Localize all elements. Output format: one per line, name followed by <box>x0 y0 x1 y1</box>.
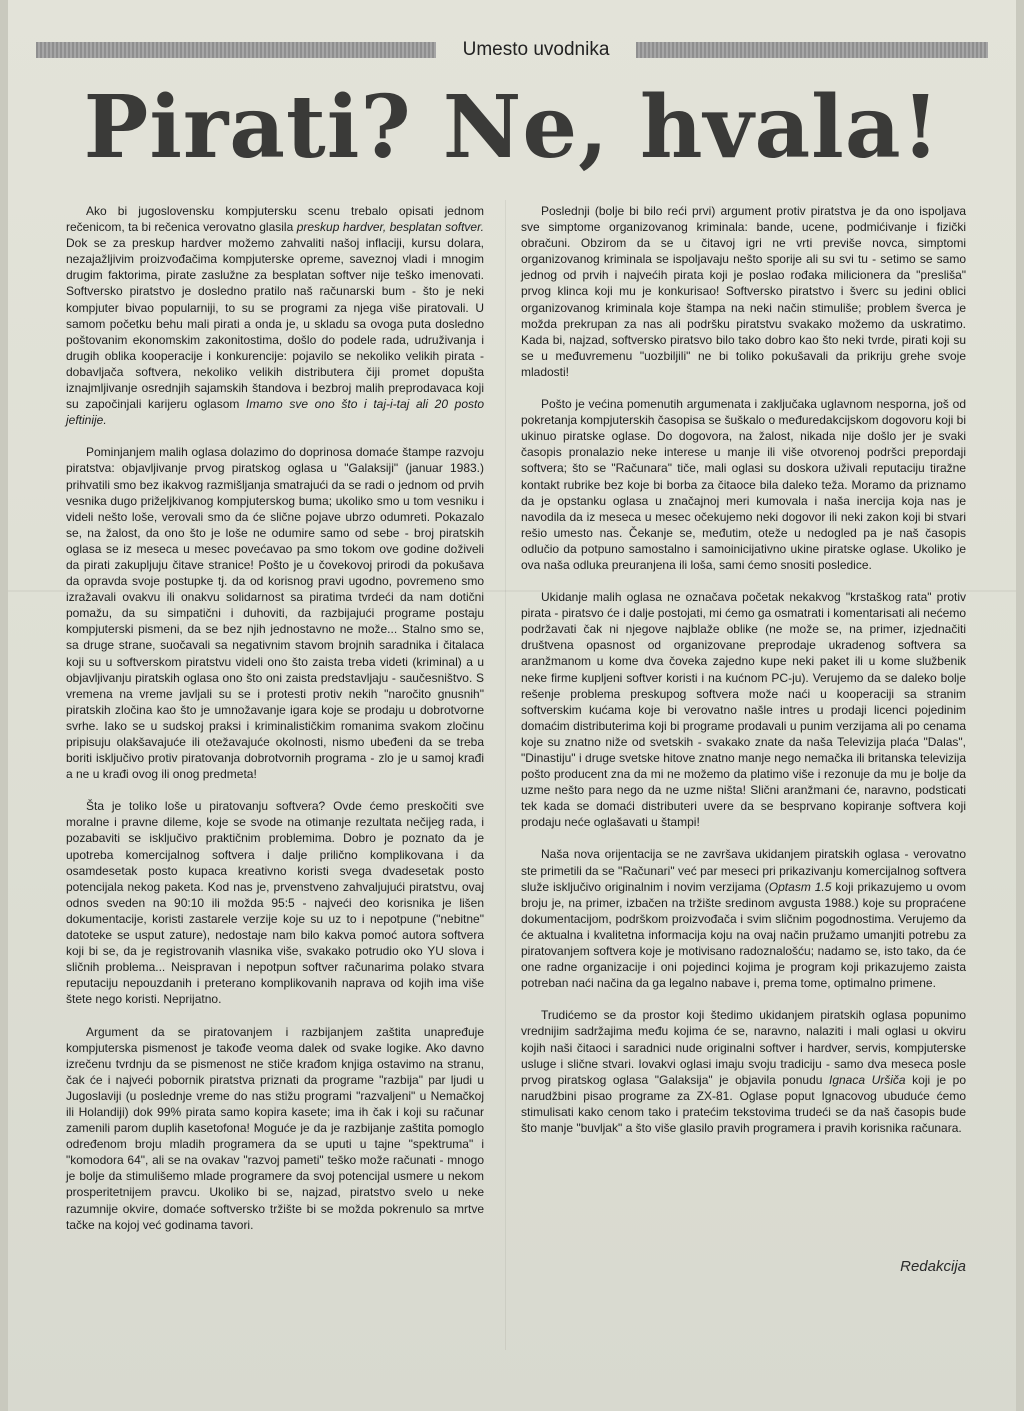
paragraph <box>521 589 966 830</box>
paragraph <box>521 396 966 573</box>
paragraph <box>66 1024 484 1233</box>
page-edge-right <box>1016 0 1024 1411</box>
section-label: Umesto uvodnika <box>462 39 610 60</box>
paragraph <box>66 798 484 1007</box>
text-run: Poslednji (bolje bi bilo reći prvi) argument protiv piratstva je da ono ispoljava sve simptome organizovanog kriminala: bande, ucene, podmićivanje i fizički obračuni. Obzirom da se u čitavoj igri ne vrti previše novca, simptomi organizovanog kriminala se ispoljavaju nešto sporije ali su svi tu - setimo se samo jednog od prvih i najvećih pirata koji je poslao rođaka milicionera da "presliša" prvog klinca koji mu je konkurisao! Softversko piratstvo i šverc su jedini oblici organizovanog kriminala koje štampa na neki način stimuliše; problem šverca je možda prekrupan za nas ali podršku piratstvu svakako možemo da uskratimo. Kada bi, najzad, softversko piratsvo bilo tako dobro kao što neki tvrde, pirati koji su se u međuvremenu "uozbiljili" ne bi toliko pokušavali da prikriju grehe svoje mladosti! <box>521 204 966 379</box>
text-run: koji prikazujemo u ovom broju je, na primer, izbačen na tržište sredinom avgusta 1988.) koje su propraćene dokumentacijom, podrškom proizvođača i svim sličnim pogodnostima. Verujemo da će aktualna i kvalitetna informacija koju na ovaj način pružamo umanjiti potrebu za piratovanjem softvera koje je motivisano radoznalošću; nadamo se, isto tako, da će one radne organizacije i oni pojedinci kojima je program koji prikazujemo zaista potreban naći načina da ga legalno nabave i, prema tome, optimalno primene. <box>521 879 966 991</box>
text-run: Pominjanjem malih oglasa dolazimo do doprinosa domaće štampe razvoju piratstva: objavljivanje prvog piratskog oglasa u "Galaksiji" (januar 1983.) prihvatili smo bez ikakvog razmišljanja smatrajući da se radi o jednom od prvih vesnika dugo priželjkivanog kompjuterskog buma; ukoliko smo u tom vesniku i videli nešto loše, verovali smo da će slične pojave ubrzo odumreti. Pokazalo se, na žalost, da ono što je loše ne odumire samo od sebe - broj piratskih oglasa se iz meseca u mesec povećavao pa smo tokom ove godine doživeli da pirati zakupljuju čitave stranice! Pošto je u čovekovoj prirodi da pokušava da opravda svoje postupke tj. da od korisnog pravi ugodno, povremeno smo izražavali ovakvu ili onakvu solidarnost sa piratima tvrdeći da nam dotični pomažu, da su simpatični i duhoviti, da razbijajući programe postaju kompjuterski pismeni, da se bez njih jednostavno ne može... Stalno smo se, sa druge strane, suočavali sa negativnim stavom brojnih saradnika i čitalaca koji su u softverskom piratstvu videli ono što zaista treba videti (kriminal) a u objavljivanju piratskih oglasa ono što oni zaista predstavljaju - saučesništvo. S vremena na vreme javljali su se i protesti protiv nekih "naročito gnusnih" piratskih zločina kao što je umnožavanje igara koje se prodaju u dobrotvorne svrhe. Iako se u sudskoj praksi i kriminalističkim romanima svakom zločinu pripisuju olakšavajuće ili otežavajuće okolnosti, nismo ubeđeni da se treba boriti isključivo protiv piratovanja dobrotvornih programa - zlo je u samoj krađi a ne u krađi ovog ili onog predmeta! <box>66 445 484 782</box>
italic-text: Ignaca Uršiča <box>829 1072 906 1087</box>
paragraph <box>521 203 966 380</box>
left-column <box>66 203 484 1249</box>
text-run: Argument da se piratovanjem i razbijanjem zaštita unapređuje kompjuterska pismenost je takođe veoma dalek od svake logike. Ako davno izrečenu tvrdnju da se pismenost ne stiče krađom knjiga ostavimo na stranu, čak će i najveći pobornik piratstva priznati da programe "razbija" par ljudi u Jugoslaviji (u poslednje vreme do nas stižu programi "razvaljeni" u Nemačkoj ili Holandiji) dok 99% pirata samo kopira kasete; ima ih čak i koji su računar zamenili parom duplih kasetofona! Moguće je da je razbijanje zaštita pomoglo određenom broju mladih programera da se uputi u tajne "spektruma" i "komodora 64", ali se na ovakav "razvoj pameti" teško može računati - mnogo je bolje da stimulišemo mlade programere da svoj potencijal usmere u nekom prosperitetnijem pravcu. Ukoliko bi se, najzad, piratstvo svelo u neke razumnije okvire, domaće softversko tržište bi se možda pokrenulo sa mrtve tačke na kojoj već godinama tavori. <box>66 1024 484 1232</box>
text-run: Ukidanje malih oglasa ne označava početak nekakvog "krstaškog rata" protiv pirata - piratsvo će i dalje postojati, mi ćemo ga osmatrati i komentarisati ali nećemo podržavati čak ni njegove najblaže oblike (ne može se, na primer, izjednačiti društvena opasnost od organizovane preprodaje ukradenog softvera sa aranžmanom u kome dva čoveka zajedno kupe neki paket ili u kome službenik neke firme kupljeni softver koristi i na kućnom PC-ju). Verujemo da se daleko bolje rešenje problema preskupog softvera može naći u kooperaciji sa stranim softverskim kućama koje bi verovatno našle intres u prodaji licenci pojedinim domaćim distributerima koji bi programe prodavali u punim verzijama ali po cenama koje su znatno niže od svetskih - svakako znate da naša Televizija plaća "Dalas", "Dinastiju" i druge svetske hitove znatno manje nego nemačka ili britanska televizija pošto producent zna da mi ne možemo da platimo više i rezonuje da mu je bolje da uzme nešto para nego da ne uzme ništa! Slični aranžmani će, naravno, podsticati tek kada se domaći distributeri uvere da se besprvano kopiranje softvera koji prodaju neće oglašavati u štampi! <box>521 590 966 830</box>
italic-text: Optasm 1.5 <box>768 879 832 894</box>
column-gutter <box>505 200 506 1350</box>
text-run: Dok se za preskup hardver možemo zahvaliti našoj inflaciji, kursu dolara, nezajažljivim proizvođačima kompjuterske opreme, saveznoj vladi i mnogim drugim faktorima, pirate zaslužne za besplatan softver nije teško imenovati. Softversko piratstvo je dosledno pratilo naš računarski bum - što je neki kompjuter bivao popularniji, to su se programi za njega više piratovali. U samom početku behu mali pirati a onda je, u skladu sa ovoga puta dosledno poštovanim ekonomskim zakonitostima, došlo do podele rada, udruživanja i drugih oblika kooperacije i konkurencije: pojavilo se nekoliko velikih pirata - dobavljača softvera, nekoliko velikih distributera čiji promet dopušta iznajmljivanje osrednjih sajamskih štandova i bezbroj malih preprodavaca koji su započinjali karijeru oglasom <box>66 236 484 412</box>
header-rule-left <box>36 42 436 58</box>
paragraph <box>66 203 484 428</box>
text-run: Pošto je većina pomenutih argumenata i zaključaka uglavnom nesporna, još od pokretanja kompjuterskih časopisa se šuškalo o međuredakcijskom dogovoru koji bi ukinuo piratske oglase. Do dogovora, na žalost, nikada nije došlo jer je svaki časopis pronalazio neke interese u manje ili više otvorenoj podršci prepordaji softvera; što se "Računara" tiče, mali oglasi su doskora uživali reputaciju tiražne kontakt rubrike bez koje bi borba za čitaoce bila daleko teža. Moramo da priznamo da je opstanku oglasa u značajnoj meri kumovala i naša inercija koja nas je navodila da iz meseca u mesec očekujemo neki dogovor ili neki zakon koji bi stvari rešio umesto nas. Čekanje se, međutim, oteže u nedogled pa je naš časopis odlučio da potpuno samostalno i samoinicijativno ukine piratske oglase. Ukoliko je ova naša odluka preuranjena ili loša, sami ćemo snositi posledice. <box>521 397 966 572</box>
paragraph <box>521 846 966 991</box>
right-column <box>521 203 966 1152</box>
headline: Pirati? Ne, hvala! <box>83 77 941 178</box>
paragraph <box>521 1007 966 1136</box>
paragraph <box>66 444 484 782</box>
signature: Redakcija <box>900 1258 966 1275</box>
section-header <box>36 38 988 62</box>
header-rule-right <box>636 42 988 58</box>
text-run: Naša nova orijentacija se ne završava ukidanjem piratskih oglasa - verovatno ste primetili da se "Računari" već par meseci pri prikazivanju komercijalnog softvera služe isključivo originalnim i novim verzijama ( <box>521 847 966 894</box>
text-run: Šta je toliko loše u piratovanju softvera? Ovde ćemo preskočiti sve moralne i pravne dileme, koje se svode na otimanje rezultata nečijeg rada, i pozabaviti se isključivo praktičnim problemima. Dobro je poznato da je upotreba komercijalnog softvera i dalje prilično komplikovana i da osamdesetak posto kupaca kreativno koristi svega dvadesetak posto potencijala nekog paketa. Kod nas je, prvenstveno zahvaljujući piratstvu, ovaj odnos sveden na 90:10 ili možda 95:5 - najveći deo korisnika je lišen dokumentacije, koristi zastarele verzije koje su uz to i nepotpune ("nebitne" datoteke se usput zature), nedostaje nam bilo kakva pomoć autora softvera koji bi se, da je registrovanih vlasnika više, svakako potrudio oko YU slova i sličnih problema... Neispravan i nepotpun softver računarima polako stvara reputaciju nepouzdanih i preterano komplikovanih naprava od kojih ima više štete nego koristi. Neprijatno. <box>66 799 484 1007</box>
italic-text: Imamo sve ono što i taj-i-taj ali 20 posto jeftinije. <box>66 397 485 428</box>
italic-text: preskup hardver, besplatan softver. <box>296 220 484 235</box>
page-edge-left <box>0 0 8 1411</box>
text-run: Trudićemo se da prostor koji štedimo ukidanjem piratskih oglasa popunimo vrednijim sadržajima među kojima će se, naravno, nalaziti i mali oglasi u okviru kojih naši čitaoci i saradnici nude originalni softver i hardver, servis, kompjuterske usluge i slične stvari. Iovakvi oglasi imaju svoju tradiciju - samo dva meseca posle prvog piratskog oglasa "Galaksija" je objavila ponudu <box>521 1008 966 1087</box>
text-run: koji je po narudžbini pisao programe za ZX-81. Oglase poput Ignacovog ubuduće ćemo stimulisati kako cenom tako i pratećim tekstovima trudeći se da naš časopis bude što manje "buvljak" a što više glasilo pravih programera i pravih korisnika računara. <box>521 1072 967 1135</box>
text-run: Ako bi jugoslovensku kompjutersku scenu trebalo opisati jednom rečenicom, ta bi rečenica verovatno glasila <box>66 204 484 235</box>
